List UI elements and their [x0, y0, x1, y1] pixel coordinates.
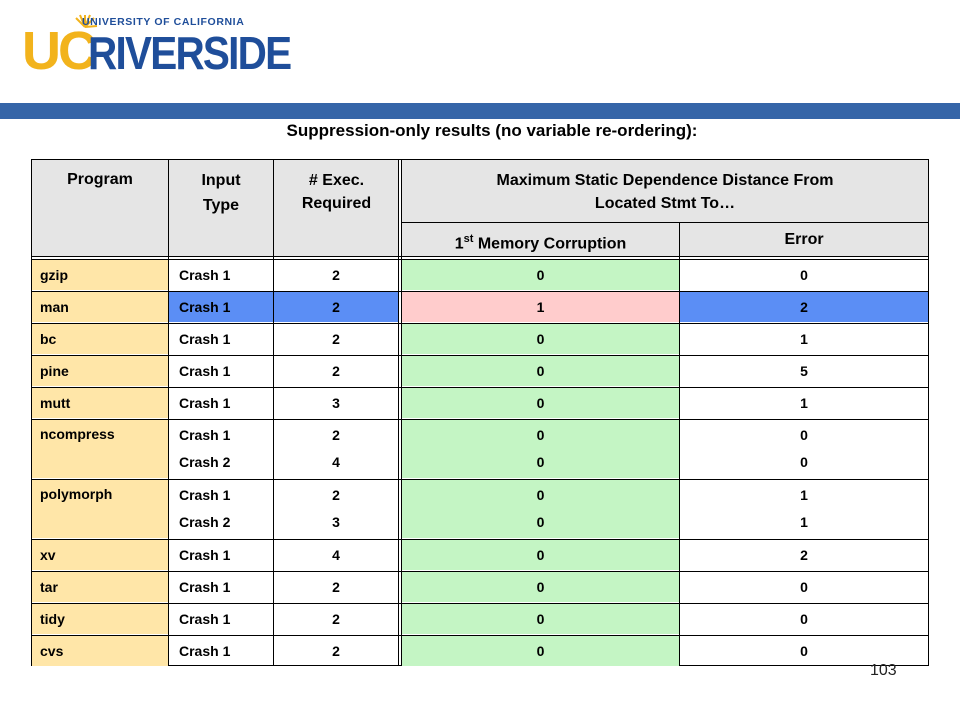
cell-program [32, 324, 168, 354]
program-value: cvs [40, 643, 64, 659]
cell-mem [402, 480, 679, 538]
input-value: Crash 1 [179, 395, 231, 411]
uc-riverside-logo [22, 14, 291, 84]
cell-error [680, 540, 928, 570]
cell-input [169, 604, 273, 634]
grid-line [273, 160, 274, 665]
cell-input [169, 480, 273, 538]
logo-riverside-text: RIVERSIDE [88, 27, 291, 79]
error-value: 2 [800, 547, 808, 563]
program-value: mutt [40, 395, 71, 411]
cell-input [169, 388, 273, 418]
program-value: pine [40, 363, 69, 379]
grid-line [32, 256, 928, 257]
header-input-type: Input Type [169, 160, 273, 256]
input-value: Crash 1 [179, 487, 231, 503]
cell-program [32, 480, 168, 538]
exec-value: 3 [332, 395, 340, 411]
exec-value: 2 [332, 611, 340, 627]
cell-exec [274, 480, 398, 538]
grid-line [402, 222, 928, 223]
input-value: Crash 1 [179, 611, 231, 627]
input-value: Crash 1 [179, 363, 231, 379]
grid-line [32, 259, 928, 260]
cell-mem [402, 420, 679, 478]
cell-mem [402, 636, 679, 666]
header-error: Error [680, 223, 928, 256]
header-dependence-group: Maximum Static Dependence Distance From Located Stmt To… [402, 160, 928, 222]
cell-error [680, 260, 928, 290]
mem-value: 0 [536, 267, 545, 283]
mem-value: 0 [536, 487, 545, 503]
cell-mem [402, 356, 679, 386]
cell-input [169, 636, 273, 666]
cell-error [680, 388, 928, 418]
grid-line [401, 160, 402, 665]
program-value: tidy [40, 611, 65, 627]
cell-mem [402, 292, 679, 322]
cell-input [169, 420, 273, 478]
program-value: gzip [40, 267, 68, 283]
page-number: 103 [870, 662, 897, 679]
program-value: xv [40, 547, 56, 563]
cell-input [169, 260, 273, 290]
exec-value: 2 [332, 427, 340, 443]
header-program: Program [32, 160, 168, 256]
cell-error [680, 420, 928, 478]
cell-program [32, 420, 168, 478]
cell-exec [274, 636, 398, 666]
exec-value: 2 [332, 267, 340, 283]
cell-mem [402, 260, 679, 290]
cell-mem [402, 388, 679, 418]
cell-mem [402, 324, 679, 354]
mem-value: 0 [536, 454, 545, 470]
cell-error [680, 572, 928, 602]
results-table [31, 159, 929, 666]
mem-value: 0 [536, 547, 545, 563]
error-value: 1 [800, 331, 808, 347]
cell-error [680, 604, 928, 634]
exec-value: 2 [332, 643, 340, 659]
input-value: Crash 1 [179, 331, 231, 347]
mem-value: 0 [536, 579, 545, 595]
cell-program [32, 540, 168, 570]
exec-value: 2 [332, 579, 340, 595]
error-value: 1 [800, 514, 808, 530]
cell-input [169, 540, 273, 570]
exec-value: 3 [332, 514, 340, 530]
slide-title: Suppression-only results (no variable re-ordering): [286, 121, 698, 140]
error-value: 0 [800, 267, 808, 283]
logo-university-text: UNIVERSITY OF CALIFORNIA [82, 16, 245, 28]
grid-line [398, 160, 399, 665]
exec-value: 2 [332, 299, 340, 315]
exec-value: 2 [332, 487, 340, 503]
cell-program [32, 292, 168, 322]
cell-input [169, 292, 273, 322]
input-value: Crash 2 [179, 454, 231, 470]
input-value: Crash 1 [179, 579, 231, 595]
error-value: 0 [800, 643, 808, 659]
input-value: Crash 1 [179, 267, 231, 283]
cell-program [32, 356, 168, 386]
cell-mem [402, 572, 679, 602]
mem-value: 0 [536, 611, 545, 627]
mem-value: 1 [536, 299, 545, 315]
input-value: Crash 1 [179, 643, 231, 659]
error-value: 0 [800, 611, 808, 627]
cell-mem [402, 540, 679, 570]
program-value: ncompress [40, 426, 115, 442]
grid-line [168, 160, 169, 665]
exec-value: 4 [332, 547, 340, 563]
header-band [0, 103, 960, 119]
mem-value: 0 [536, 427, 545, 443]
input-value: Crash 1 [179, 427, 231, 443]
cell-error [680, 324, 928, 354]
mem-value: 0 [536, 363, 545, 379]
cell-program [32, 260, 168, 290]
error-value: 1 [800, 487, 808, 503]
cell-input [169, 356, 273, 386]
program-value: tar [40, 579, 58, 595]
cell-error [680, 292, 928, 322]
cell-program [32, 388, 168, 418]
cell-program [32, 636, 168, 666]
cell-error [680, 356, 928, 386]
mem-value: 0 [536, 395, 545, 411]
cell-mem [402, 604, 679, 634]
cell-exec [274, 572, 398, 602]
cell-exec [274, 604, 398, 634]
input-value: Crash 2 [179, 514, 231, 530]
cell-exec [274, 324, 398, 354]
exec-value: 4 [332, 454, 340, 470]
error-value: 0 [800, 427, 808, 443]
exec-value: 2 [332, 331, 340, 347]
cell-exec [274, 292, 398, 322]
mem-value: 0 [536, 514, 545, 530]
cell-input [169, 324, 273, 354]
mem-value: 0 [536, 643, 545, 659]
program-value: man [40, 299, 69, 315]
header-memory-corruption: 1st Memory Corruption [402, 223, 679, 256]
logo-uc-text: UC [22, 21, 94, 81]
header-exec-required: # Exec. Required [274, 160, 399, 256]
exec-value: 2 [332, 363, 340, 379]
cell-program [32, 572, 168, 602]
grid-line [679, 222, 680, 665]
cell-exec [274, 420, 398, 478]
error-value: 5 [800, 363, 808, 379]
error-value: 0 [800, 579, 808, 595]
error-value: 1 [800, 395, 808, 411]
mem-value: 0 [536, 331, 545, 347]
error-value: 0 [800, 454, 808, 470]
input-value: Crash 1 [179, 299, 231, 315]
program-value: bc [40, 331, 57, 347]
cell-exec [274, 260, 398, 290]
cell-program [32, 604, 168, 634]
input-value: Crash 1 [179, 547, 231, 563]
cell-error [680, 480, 928, 538]
cell-exec [274, 356, 398, 386]
cell-input [169, 572, 273, 602]
error-value: 2 [800, 299, 808, 315]
program-value: polymorph [40, 486, 113, 502]
cell-exec [274, 388, 398, 418]
cell-exec [274, 540, 398, 570]
